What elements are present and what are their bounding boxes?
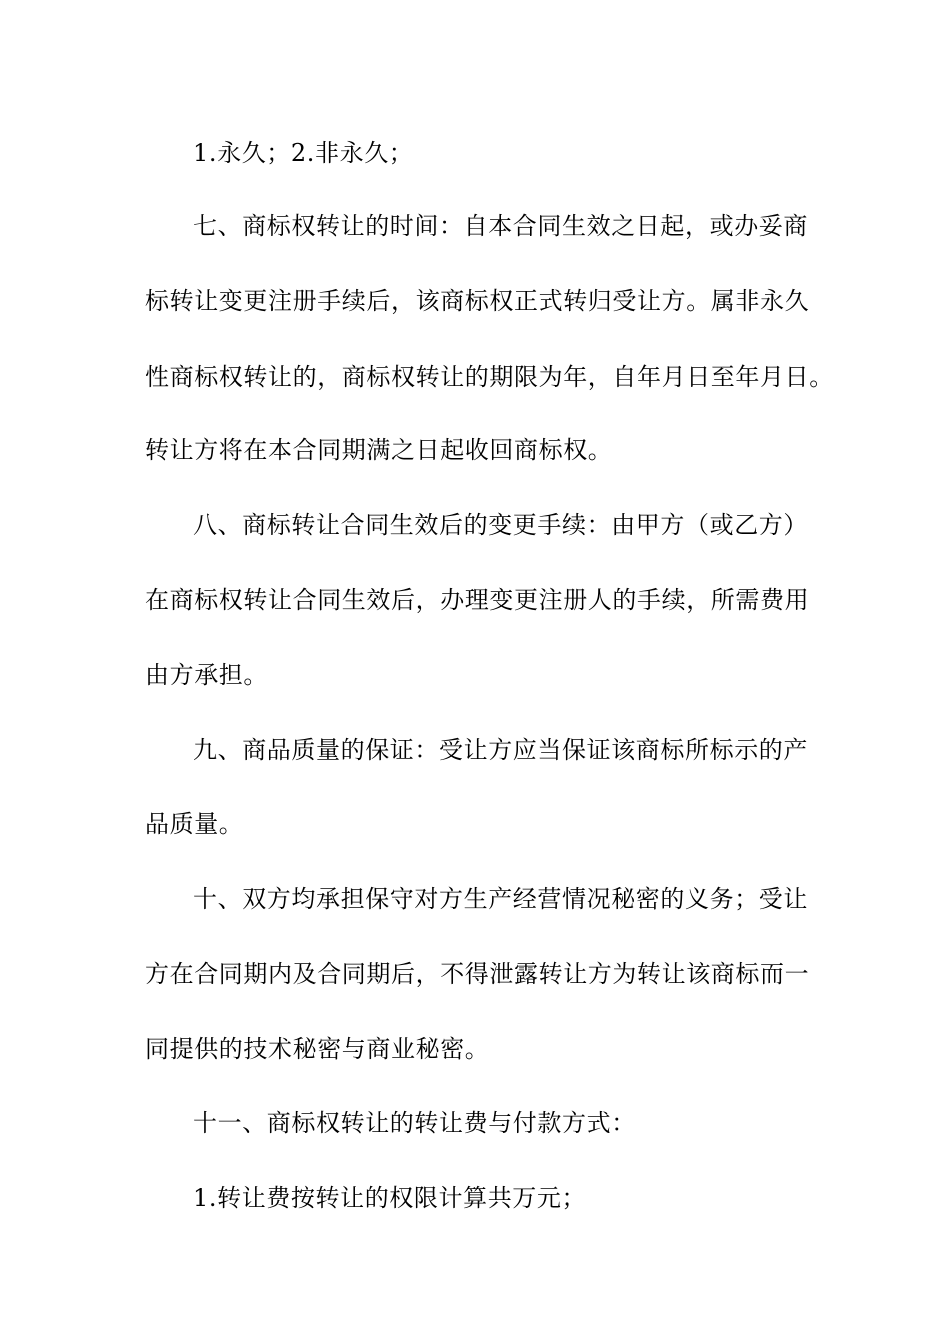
clause-10-line-1: 十、双方均承担保守对方生产经营情况秘密的义务；受让	[193, 885, 808, 913]
clause-7-line-3: 性商标权转让的，商标权转让的期限为年，自年月日至年月日。	[145, 363, 834, 391]
clause-8-line-3: 由方承担。	[145, 661, 268, 689]
clause-10-line-3: 同提供的技术秘密与商业秘密。	[145, 1035, 490, 1063]
clause-9-line-2: 品质量。	[145, 810, 244, 838]
clause-7-line-4: 转让方将在本合同期满之日起收回商标权。	[145, 436, 613, 464]
clause-11-heading: 十一、商标权转让的转让费与付款方式：	[193, 1109, 636, 1137]
clause-10-line-2: 方在合同期内及合同期后，不得泄露转让方为转让该商标而一	[145, 960, 810, 988]
clause-8-line-2: 在商标权转让合同生效后，办理变更注册人的手续，所需费用	[145, 586, 810, 614]
clause-6-options-line: 1.永久；2.非永久；	[193, 139, 414, 167]
clause-9-line-1: 九、商品质量的保证：受让方应当保证该商标所标示的产	[193, 736, 808, 764]
clause-7-line-1: 七、商标权转让的时间：自本合同生效之日起，或办妥商	[193, 212, 808, 240]
clause-7-line-2: 标转让变更注册手续后，该商标权正式转归受让方。属非永久	[145, 287, 810, 315]
clause-11-item-1: 1.转让费按转让的权限计算共万元；	[193, 1184, 587, 1212]
clause-8-line-1: 八、商标转让合同生效后的变更手续：由甲方（或乙方）	[193, 511, 808, 539]
